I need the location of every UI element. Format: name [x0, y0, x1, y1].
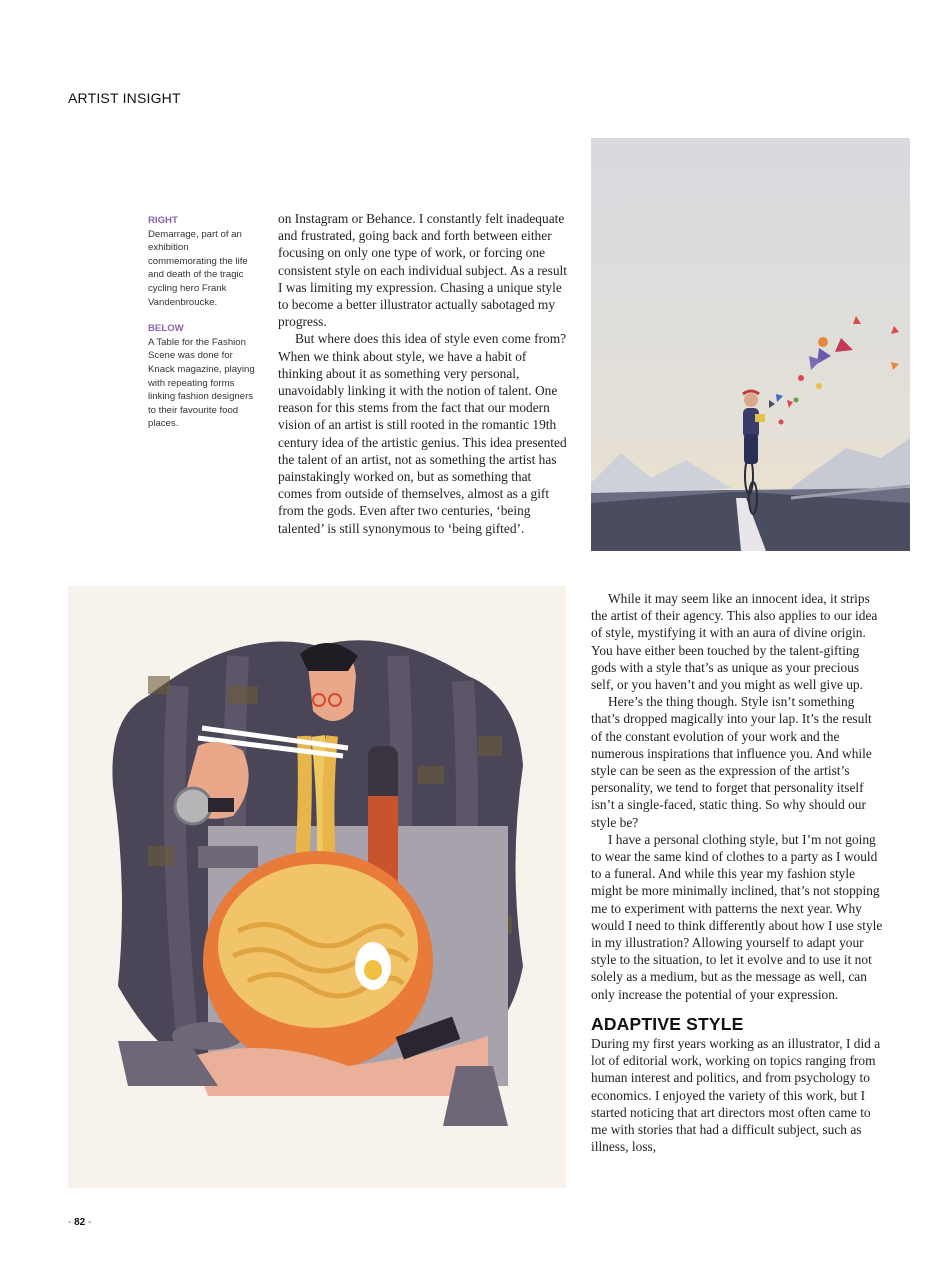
- paragraph: on Instagram or Behance. I constantly felt inadequate and frustrated, going back and forth between either focusing on only one type of work, or forcing one consistent style on each individual subject. As a result I was limiting my expression. Chasing a unique style to become a better illustrator actually sabotaged my progress.: [278, 211, 567, 330]
- paragraph: While it may seem like an innocent idea, it strips the artist of their agency. This also applies to our idea of style, mystifying it with an aura of divine origin. You have either been touched by the talent-gifting gods with a style that’s as unique as your precious self, or you haven’t and you might as well give up.: [591, 591, 878, 693]
- folio-suffix: -: [85, 1217, 92, 1228]
- subheading: ADAPTIVE STYLE: [591, 1013, 744, 1034]
- paragraph: But where does this idea of style even come from? When we think about style, we have a habit of thinking about it as something very personal, unavoidably linking it with the notion of talent. One reason for this stems from the fact that our modern vision of an artist is still rooted in the romantic 19th century idea of the artistic genius. This idea presented the talent of an artist, not as something the artist has painstakingly worked on, but as something that comes from outside of themselves, almost as a gift from the gods. Even after two centuries, ‘being talented’ is still synonymous to ‘being gifted’.: [278, 331, 567, 536]
- caption-text: Demarrage, part of an exhibition commemorating the life and death of the tragic cycling hero Frank Vandenbroucke.: [148, 228, 248, 308]
- caption-text: A Table for the Fashion Scene was done for Knack magazine, playing with repeating forms linking fashion designers to their favourite food places.: [148, 336, 255, 430]
- page-number: 82: [74, 1217, 86, 1228]
- body-column-a: [278, 210, 568, 537]
- paragraph: During my first years working as an illustrator, I did a lot of editorial work, working on topics ranging from human interest and politics, and from psychology to economics. I enjoyed the variety of this work, but I started noticing that art directors most often came to me with stories that had a difficult subject, such as illness, loss,: [591, 1036, 881, 1155]
- caption-below: [148, 322, 256, 431]
- body-column-b: [591, 590, 883, 1156]
- paragraph: I have a personal clothing style, but I’m not going to wear the same kind of clothes to a party as I would to a funeral. And while this year my fashion style might be more minimally inclined, that’s not stopping me to experiment with patterns the next year. Why would I need to think differently about how I use style in my illustration? Allowing yourself to adapt your style to the situation, to let it evolve and to use it not solely as a medium, but as the message as well, can only increase the potential of your expression.: [591, 831, 883, 1002]
- caption-label: BELOW: [148, 323, 184, 335]
- cyclist-illustration: [591, 138, 910, 551]
- noodle-illustration: [68, 586, 566, 1188]
- caption-label: RIGHT: [148, 215, 178, 226]
- page-folio: [68, 1217, 91, 1228]
- captions: [148, 214, 256, 431]
- paragraph: Here’s the thing though. Style isn’t something that’s dropped magically into your lap. It’s the result of the constant evolution of your work and the numerous inspirations that influence you. And while style can be seen as the expression of the artist’s personality, we tend to forget that personality itself isn’t a single-faced, static thing. So why should our style be?: [591, 694, 872, 830]
- section-label: ARTIST INSIGHT: [68, 90, 181, 106]
- folio-prefix: -: [68, 1217, 75, 1228]
- caption-right: [148, 214, 256, 309]
